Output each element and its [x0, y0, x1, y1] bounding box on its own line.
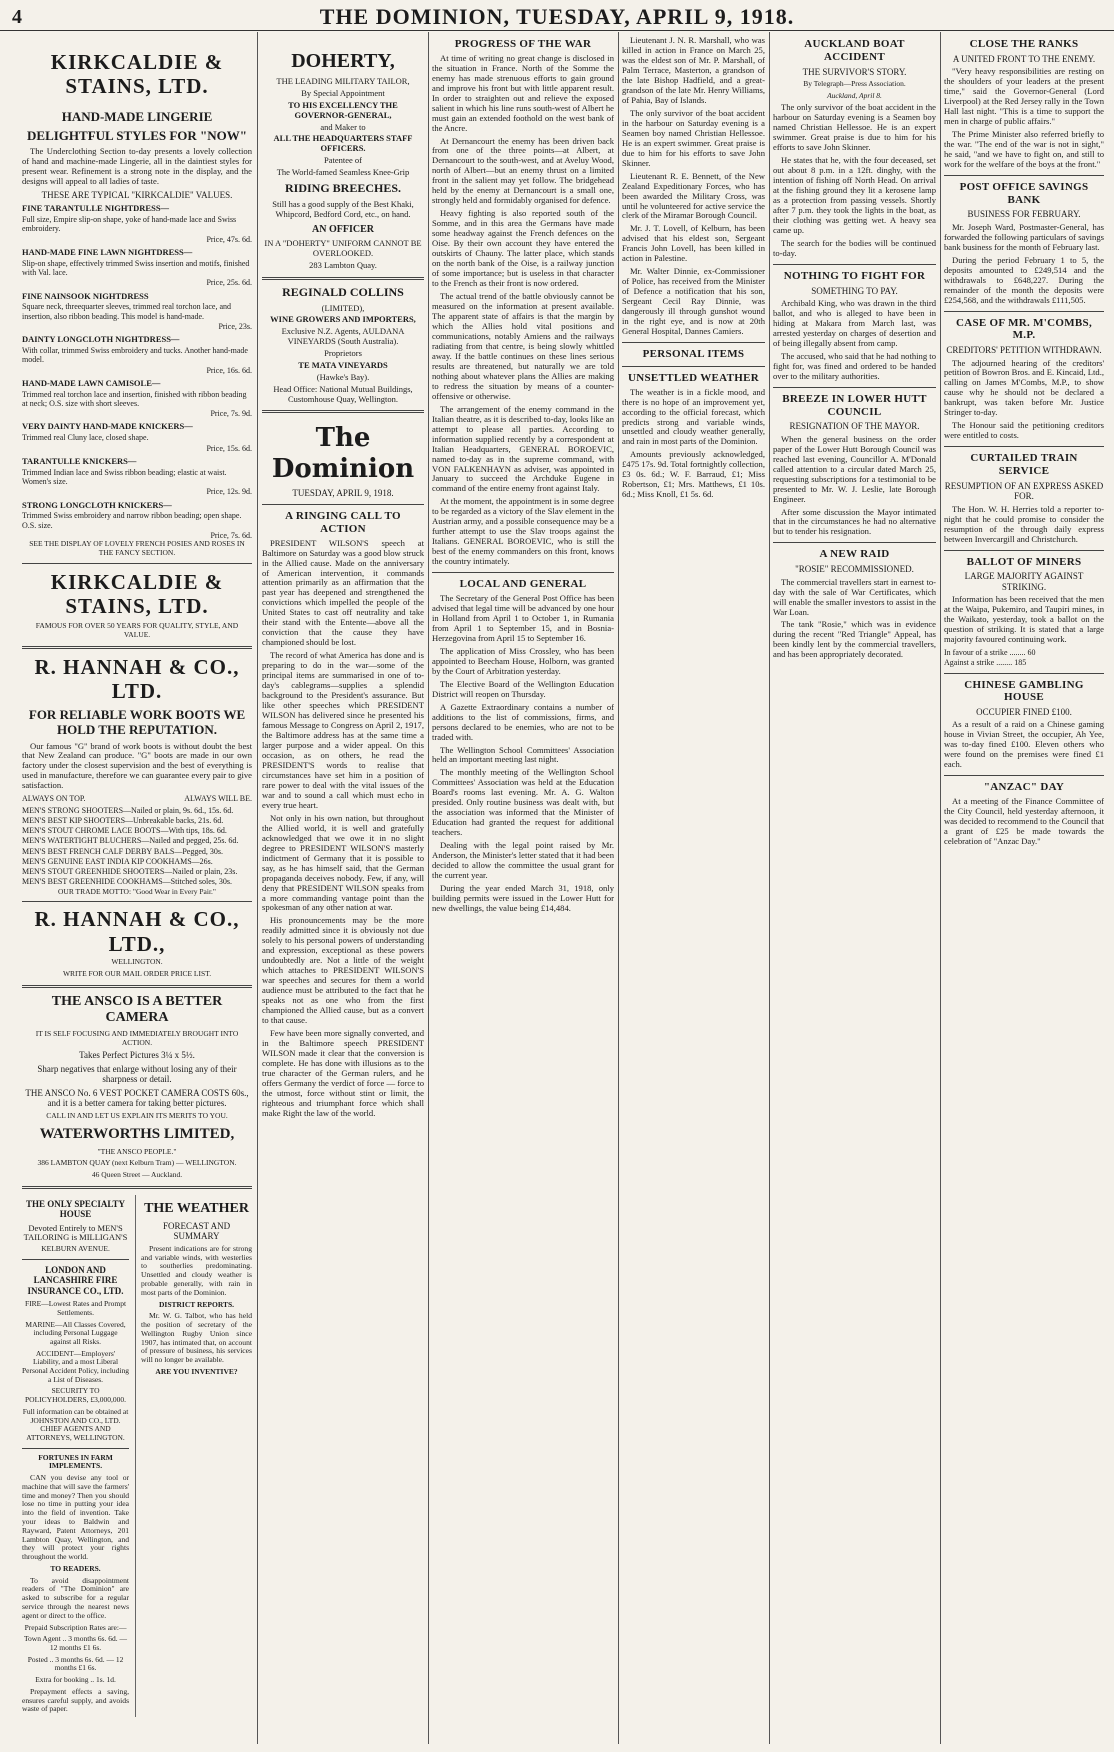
insurance-line: FIRE—Lowest Rates and Prompt Settlements. [25, 1299, 127, 1317]
article-paragraph: At a meeting of the Finance Committee of the City Council, held yesterday afternoon, it was decided to recommend to the Council that a grant of £25 be made towards the celebration of "Anzac Day." [944, 796, 1104, 846]
mccombs-subtitle: CREDITORS' PETITION WITHDRAWN. [946, 345, 1102, 356]
kirkcaldie-subtitle-2: DELIGHTFUL STYLES FOR "NOW" [27, 127, 247, 143]
waterworths-address-2: 46 Queen Street — Auckland. [91, 1170, 183, 1180]
collins-line: Exclusive N.Z. Agents, AULDANA VINEYARDS (South Australia). [281, 326, 405, 347]
kirkcaldie-title-footer: KIRKCALDIE & STAINS, LTD. [50, 569, 224, 618]
item-description: Square neck, threequarter sleeves, trimmed real torchon lace, and insertion, also ribbon beading. This model is hand-made. [22, 302, 232, 321]
item-name: STRONG LONGCLOTH KNICKERS— [22, 499, 172, 510]
lingerie-item [22, 501, 252, 541]
divider [22, 1186, 252, 1189]
train-subtitle: RESUMPTION OF AN EXPRESS ASKED FOR. [944, 480, 1104, 502]
ranks-article [944, 67, 1104, 170]
article-paragraph: Archibald King, who was drawn in the third ballot, and who is alleged to have been in hiding at Makara from March last, was arrested yesterday on charges of desertion and of being illegally absent from camp. [773, 298, 936, 348]
savings-subtitle: BUSINESS FOR FEBRUARY. [967, 209, 1081, 220]
ranks-subtitle: A UNITED FRONT TO THE ENEMY. [952, 53, 1096, 64]
ballot-row: In favour of a strike ........ 60 [944, 647, 1036, 657]
lingerie-item [22, 248, 252, 288]
ansco-title: THE ANSCO IS A BETTER CAMERA [51, 993, 223, 1025]
local-heading: LOCAL AND GENERAL [459, 578, 587, 591]
boot-item: MEN'S WATERTIGHT BLUCHERS—Nailed and pegged, 25s. 6d. [22, 836, 239, 846]
weather-forecast-text: Present indications are for strong and variable winds, with westerlies to southerlies predominating. Unsettled and cloudy weather is probable generally, with rain in most parts of the Dominion. [141, 1243, 252, 1297]
article-paragraph: Lieutenant R. E. Bennett, of the New Zealand Expeditionary Forces, who has been awarded the Military Cross, was until he volunteered for active service the clerk of the Miramar Borough Council. [622, 170, 765, 221]
doherty-line: IN A "DOHERTY" UNIFORM CANNOT BE OVERLOOKED. [264, 238, 422, 258]
raid-heading: A NEW RAID [819, 548, 890, 561]
lower-ads [22, 1195, 252, 1717]
article-paragraph: Mr. Joseph Ward, Postmaster-General, has forwarded the following particulars of savings bank business for the month of February last. [944, 221, 1104, 252]
divider [22, 646, 252, 649]
lingerie-item [22, 422, 252, 452]
doherty-line: Patentee of [324, 155, 362, 166]
london-heading: LONDON AND LANCASHIRE FIRE INSURANCE CO., LTD. [27, 1264, 124, 1296]
item-description: Trimmed Swiss embroidery and narrow ribbon beading; open shape. O.S. size. [22, 511, 242, 530]
dominion-date: TUESDAY, APRIL 9, 1918. [292, 487, 394, 498]
milligan-address: KELBURN AVENUE. [41, 1244, 110, 1254]
item-price: Price, 16s. 6d. [206, 365, 252, 375]
item-description: Full size, Empire slip-on shape, yoke of hand-made lace and Swiss embroidery. [22, 215, 237, 234]
progress-heading: PROGRESS OF THE WAR [454, 38, 592, 50]
boot-item: MEN'S STOUT CHROME LACE BOOTS—With tips, 18s. 6d. [22, 826, 227, 836]
divider [22, 563, 252, 564]
divider [432, 572, 614, 573]
dominion-nameplate: The Dominion [271, 423, 415, 484]
lower-ads-left [22, 1195, 129, 1717]
article-paragraph: The Prime Minister also referred briefly to the war. "The end of the war is not in sight," he said, "and we have to fight on, and still to work for the welfare of the boys at the front." [944, 129, 1104, 169]
divider [622, 342, 765, 343]
divider [773, 387, 936, 388]
gambling-heading: CHINESE GAMBLING HOUSE [964, 678, 1084, 704]
ansco-takes: Takes Perfect Pictures 3¼ x 5½. [79, 1050, 195, 1061]
readers-heading: TO READERS. [50, 1563, 101, 1573]
savings-heading: POST OFFICE SAVINGS BANK [959, 180, 1089, 206]
hannah-intro: Our famous "G" brand of work boots is without doubt the best that New Zealand can produce. "G" boots are made in our own factory under the closest supervision and the best of everything is used in manufacture, therefore we can guarantee every pair to give satisfaction. [22, 740, 252, 791]
hannah-write: WRITE FOR OUR MAIL ORDER PRICE LIST. [62, 968, 212, 978]
insurance-line: MARINE—All Classes Covered, including Personal Luggage against all Risks. [25, 1319, 126, 1347]
newspaper-title: THE DOMINION, TUESDAY, APRIL 9, 1918. [319, 4, 795, 29]
item-name: HAND-MADE LAWN CAMISOLE— [22, 377, 161, 388]
divider [22, 1259, 129, 1260]
column-rule [769, 32, 770, 1744]
article-paragraph: Not only in his own nation, but throughout the Allied world, it is well and gratefully acknowledged that we owe it in no slight degree to PRESIDENT WILSON'S masterly indictment of Germany that it is possible to say, as he has himself said, that the German propaganda deceives nobody. Few, if any, will deny that PRESIDENT WILSON speaks from a more commanding vantage point than the spokesman of any other nation at war. [262, 812, 424, 913]
column-personal [622, 36, 765, 1744]
item-description: Trimmed real torchon lace and insertion, finished with ribbon beading at neck; O.S. size with short sleeves. [22, 389, 247, 408]
article-paragraph: Few have been more signally converted, and in the Baltimore speech PRESIDENT WILSON made it clear that the conversion is complete. He has done with illusions as to the true character of the German rulers, and he offers Germany the verdict of force — force to the utmost, force without stint or limit, the righteous and triumphant force which shall make Right the law of the world. [262, 1028, 424, 1118]
hannah-subtitle: FOR RELIABLE WORK BOOTS WE HOLD THE REPUTATION. [28, 707, 246, 738]
article-paragraph: At Dernancourt the enemy has been driven back from one of the three points—at Albert, at Dernancourt to the south-west, and at Aveluy Wood, north of Albert—but an enemy thrust on a limited front in the salient may yet follow. The bridgehead held by the enemy at Dernancourt is a small one, strongly held and formidably organised for defence. [432, 135, 614, 206]
lingerie-item [22, 292, 252, 332]
subscription-rate: Town Agent .. 3 months 6s. 6d. — 12 months £1 6s. [24, 1634, 128, 1652]
anzac-heading: "ANZAC" DAY [983, 781, 1065, 794]
article-paragraph: Heavy fighting is also reported south of the Somme, and in this area the Germans have made some headway against the French defences on the Oise. By their own account they have entered the outskirts of Chauny. The latter place, which stands on the north bank of the Oise, is a railway junction of some importance; but is useless in that character to the French as their front is now ordered. [432, 208, 614, 289]
london-lines [22, 1300, 129, 1405]
savings-article [944, 223, 1104, 306]
article-paragraph: The adjourned hearing of the creditors' petition of Bowron Bros. and E. Kincaid, Ltd., calling on James M'Combs, M.P., to show cause why he should not be declared a bankrupt, was taken before Mr. Justice Stringer to-day. [944, 357, 1104, 418]
miners-subtitle: LARGE MAJORITY AGAINST STRIKING. [964, 571, 1084, 592]
district-reports-heading: DISTRICT REPORTS. [159, 1299, 235, 1309]
hannah-mottos [22, 794, 252, 803]
item-name: VERY DAINTY HAND-MADE KNICKERS— [22, 421, 193, 432]
boat-press: By Telegraph—Press Association. [803, 78, 906, 88]
divider [944, 175, 1104, 176]
article-paragraph: After some discussion the Mayor intimated that in the circumstances he had no alternative but to tender his resignation. [773, 506, 936, 537]
boat-article [773, 103, 936, 259]
anzac-article [944, 797, 1104, 847]
hannah-title-footer: R. HANNAH & CO., LTD., [34, 907, 240, 956]
divider [773, 264, 936, 265]
subscription-rate: Extra for booking .. 1s. 1d. [35, 1675, 116, 1685]
hannah-motto-right: ALWAYS WILL BE. [184, 794, 252, 804]
article-paragraph: He states that he, with the four deceased, set out about 8 p.m. in a 12ft. dinghy, with the intention of fishing off North Head. On arrival at the fishing ground they lit a kerosene lamp as a protection from passing vessels. Shortly after 7 p.m. they took the lights in the boat, as their clothing was getting wet. A heavy sea came up. [773, 155, 936, 235]
personal-article [622, 36, 765, 337]
boot-item: MEN'S STOUT GREENHIDE SHOOTERS—Nailed or plain, 23s. [22, 867, 238, 877]
hannah-title: R. HANNAH & CO., LTD. [34, 654, 240, 703]
article-paragraph: His pronouncements may be the more readily admitted since it is obviously not due solely to his personal powers of understanding and expression, exceptional as these powers undoubtedly are. Not a little of the weight which attaches to PRESIDENT WILSON'S war speeches and secures for them a world audience must be attributed to the fact that he speaks not as one who from the first championed the Allied cause, but as a convert to that cause. [262, 915, 424, 1026]
article-paragraph: The only survivor of the boat accident in the harbour on Saturday evening is a Seamen boy named Christian Hellessoe. He is an expert swimmer. Great praise is due to him for his efforts to save John Skinner. [622, 107, 765, 168]
article-paragraph: The actual trend of the battle obviously cannot be measured on the information at present available. The apparent state of affairs is that the margin by which the Allies hold vital positions and communications, notably Amiens and the railways radiating from that centre, is being slowly whittled away. If the battle continues on these lines serious results are threatened, but naturally we are told nothing about whatever plans the Allies are making to redress the situation by means of a counter-offensive or otherwise. [432, 291, 614, 401]
divider [22, 901, 252, 902]
divider [622, 366, 765, 367]
item-price: Price, 7s. 6d. [210, 530, 252, 540]
weather-heading: UNSETTLED WEATHER [628, 371, 759, 384]
article-paragraph: Mr. J. T. Lovell, of Kelburn, has been advised that his eldest son, Sergeant Francis John Lovell, has been killed in action in Palestine. [622, 223, 765, 264]
kirkcaldie-values-heading: THESE ARE TYPICAL "KIRKCALDIE" VALUES. [41, 189, 233, 200]
ballot-row: Against a strike ........ 185 [944, 658, 1027, 668]
waterworths-sub: "THE ANSCO PEOPLE." [97, 1146, 177, 1156]
miners-article [944, 595, 1104, 645]
weather-article [622, 388, 765, 501]
article-paragraph: During the year ended March 31, 1918, only building permits were issued in the Lower Hutt for new dwellings, the value being £14,484. [432, 883, 614, 914]
article-paragraph: The application of Miss Crossley, who has been appointed to Beecham House, Holborn, was granted by the Court of Arbitration yesterday. [432, 645, 614, 676]
lingerie-item [22, 335, 252, 375]
article-paragraph: The Hon. W. H. Herries told a reporter to-night that he could promise to consider the resumption of the through daily express between Invercargill and Christchurch. [944, 503, 1104, 544]
hannah-motto-left: ALWAYS ON TOP. [22, 794, 86, 804]
prepaid-note: Prepayment effects a saving, ensures careful supply, and avoids waste of paper. [22, 1686, 130, 1714]
column-war-local [432, 36, 614, 1744]
collins-line: TE MATA VINEYARDS [298, 359, 388, 370]
hannah-trademark: OUR TRADE MOTTO: "Good Wear in Every Pair." [57, 886, 216, 896]
article-paragraph: During the period February 1 to 5, the deposits amounted to £249,514 and the withdrawals to £648,227. During the remainder of the month the deposits were £254,568, and the withdrawals £111,505. [944, 254, 1104, 305]
progress-article [432, 54, 614, 567]
column-rule [428, 32, 429, 1744]
collins-line: (LIMITED), [321, 302, 365, 313]
milligan-heading: THE ONLY SPECIALTY HOUSE [26, 1198, 126, 1220]
ansco-no6: THE ANSCO No. 6 VEST POCKET CAMERA COSTS 60s., and it is a better camera for taking better pictures. [25, 1087, 249, 1109]
gambling-subtitle: OCCUPIER FINED £100. [976, 707, 1072, 717]
kirkcaldie-subtitle: HAND-MADE LINGERIE [61, 108, 213, 124]
boot-item: MEN'S GENUINE EAST INDIA KIP COOKHAMS—26s. [22, 856, 213, 866]
ansco-call: CALL IN AND LET US EXPLAIN ITS MERITS TO YOU. [46, 1110, 228, 1120]
article-paragraph: Amounts previously acknowledged, £475 17s. 9d. Total fortnightly collection, £3 0s. 6d.; W. F. Barraud, £1; Miss Robertson, £1; Mrs. Matthews, £1 10s. 6d.; Miss Knoll, £1 5s. 6d. [622, 449, 765, 500]
article-paragraph: At the moment, the appointment is in some degree to be regarded as a victory of the Slav element in the Austrian army, and a possible consequence may be a further attempt to use the Slav troops against the Italians. GENERAL BOROEVIC, who is still the best of the enemy commanders on this front, knows the country intimately. [432, 496, 614, 567]
column-advertisements [22, 36, 252, 1744]
insurance-line: SECURITY TO POLICYHOLDERS, £3,000,000. [25, 1386, 127, 1405]
wellington-text: The Wellington School Committees' Association held an important meeting last night. [432, 744, 614, 765]
kirkcaldie-famous: FAMOUS FOR OVER 50 YEARS FOR QUALITY, STYLE, AND VALUE. [35, 621, 239, 639]
item-description: Slip-on shape, effectively trimmed Swiss insertion and motifs, finished with Val. lace. [22, 258, 250, 277]
miners-heading: BALLOT OF MINERS [966, 555, 1082, 568]
readers-text: To avoid disappointment readers of "The Dominion" are asked to subscribe for a regular service through the nearest news agent or direct to the office. [22, 1575, 130, 1620]
article-paragraph: The commercial travellers start in earnest to-day with the sale of War Certificates, which will enable the smaller investors to assist in the War Loan. [773, 576, 936, 617]
item-description: Trimmed Indian lace and Swiss ribbon beading; elastic at waist. Women's size. [22, 467, 227, 486]
column-doherty-editorial [262, 36, 424, 1744]
ranks-heading: CLOSE THE RANKS [969, 38, 1079, 50]
gambling-article [944, 720, 1104, 770]
lingerie-item [22, 379, 252, 419]
district-reports-text: Mr. W. G. Talbot, who has held the position of secretary of the Wellington Rugby Union since 1907, has intimated that, on account of pressure of business, his services will no longer be available. [141, 1311, 252, 1365]
divider [773, 542, 936, 543]
nothing-subtitle: SOMETHING TO PAY. [811, 285, 898, 296]
item-name: HAND-MADE FINE LAWN NIGHTDRESS— [22, 246, 193, 257]
article-paragraph: The monthly meeting of the Wellington School Committees' Association was held at the Education Board's rooms last evening. Mr. A. G. Walton presided. Only routine business was dealt with, but the association was informed that the Minister of Education had granted the request for additional teachers. [432, 767, 614, 838]
article-paragraph: The Secretary of the General Post Office has been advised that legal time will be advanced by one hour in Holland from April 1 to October 1, in Rumania from April 1 to September 15, and in Bosnia-Herzegovina from April 15 to September 16. [432, 592, 614, 643]
doherty-line: TO HIS EXCELLENCY THE GOVERNOR-GENERAL, [288, 99, 398, 120]
divider [22, 1448, 129, 1449]
item-price: Price, 25s. 6d. [206, 278, 252, 288]
ringing-heading: A RINGING CALL TO ACTION [285, 510, 401, 535]
divider [944, 673, 1104, 674]
item-price: Price, 12s. 9d. [206, 487, 252, 497]
collins-line: (Hawke's Bay). [316, 371, 370, 382]
article-paragraph: Mr. Walter Dinnie, ex-Commissioner of Police, has received from the Minister of Defence a notification that his son, Sergeant Cecil Ray Dinnie, was dangerously ill through gunshot wound in the right eye, and is now at 20th General Hospital, Dannes Camiers. [622, 266, 765, 337]
collins-line: Head Office: National Mutual Buildings, Customhouse Quay, Wellington. [273, 383, 413, 404]
divider [22, 985, 252, 988]
kirkcaldie-intro: The Underclothing Section to-day presents a lovely collection of hand and machine-made Lingerie, all in the daintiest styles for present wear. Refinement is a strong note in the display, and the designs will appeal to all ladies of taste. [22, 145, 252, 186]
article-paragraph: The arrangement of the enemy command in the Italian theatre, as it is described to-day, looks like an attempt to please all parties. According to information supplied recently by a correspondent at Italian Headquarters, GENERAL BOROEVIC, named to-day as in the supreme command, with VON FALKENHAYN as adviser, was appointed in January to succeed the Archduke Eugene in command of the entire enemy front against Italy. [432, 403, 614, 494]
article-paragraph: The search for the bodies will be continued to-day. [773, 237, 936, 258]
divider [262, 504, 424, 505]
weather-forecast-title: THE WEATHER [144, 1200, 249, 1216]
fortunes-heading: FORTUNES IN FARM IMPLEMENTS. [38, 1452, 113, 1471]
article-paragraph: "Very heavy responsibilities are resting on the shoulders of your leaders at the present time," said the Governor-General (Lord Liverpool) at the Red Jersey rally in the Town Hall last night. "This is a time to support the men in charge of public affairs." [944, 66, 1104, 127]
divider [944, 311, 1104, 312]
waterworths-address-1: 386 LAMBTON QUAY (next Kelburn Tram) — WELLINGTON. [37, 1158, 237, 1168]
lingerie-item [22, 457, 252, 497]
prepaid-rows [22, 1635, 129, 1684]
kirkcaldie-item-list [22, 204, 252, 540]
collins-line: WINE GROWERS AND IMPORTERS, [270, 314, 416, 325]
article-paragraph: The tank "Rosie," which was in evidence during the recent "Red Triangle" Appeal, has been kindly lent by the commercial travellers, and has been appropriately decorated. [773, 619, 936, 660]
column-news [773, 36, 936, 1744]
insurance-line: ACCIDENT—Employers' Liability, and a most Liberal Personal Accident Policy, including a List of Diseases. [22, 1348, 130, 1384]
doherty-line: THE LEADING MILITARY TAILOR, [276, 76, 410, 87]
article-paragraph: The record of what America has done and is preparing to do in the war—some of the principal items are summarised in one of to-day's cablegrams—supplies a splendid background to the President's assurance. But like other speeches which PRESIDENT WILSON has delivered since he presented his famous Message to Congress on April 2, 1917, the Baltimore address has at the same time a larger purpose and a wider appeal. On this occasion, as on others, he read the PRESIDENT'S words to realise that circumstances have set him in a position of rare power to deal with the vital issues of the war and to sound a call which must echo in every true heart. [262, 650, 424, 810]
ansco-subtitle: IT IS SELF FOCUSING AND IMMEDIATELY BROUGHT INTO ACTION. [35, 1029, 239, 1047]
item-description: With collar, trimmed Swiss embroidery and tucks. Another hand-made model. [22, 346, 248, 365]
item-name: DAINTY LONGCLOTH NIGHTDRESS— [22, 334, 180, 345]
mccombs-heading: CASE OF MR. M'COMBS, M.P. [955, 316, 1093, 342]
prepaid-heading: Prepaid Subscription Rates are:— [24, 1622, 127, 1632]
article-paragraph: When the general business on the order paper of the Lower Hutt Borough Council was reached last evening, Councillor A. M'Donald called attention to a circular dated March 25, requesting subscriptions for a testimonial to be presented to Mr. W. J. Leslie, late Borough Engineer. [773, 433, 936, 504]
boat-dateline: Auckland, April 8. [827, 90, 882, 100]
breeze-subtitle: RESIGNATION OF THE MAYOR. [789, 421, 920, 432]
item-price: Price, 47s. 6d. [206, 234, 252, 244]
doherty-line: The World-famed Seamless Knee-Grip [276, 167, 410, 178]
column-briefs [944, 36, 1104, 1744]
doherty-line: ALL THE HEADQUARTERS STAFF OFFICERS. [273, 133, 413, 154]
breeze-heading: BREEZE IN LOWER HUTT COUNCIL [782, 392, 927, 418]
local-article [432, 594, 614, 700]
nothing-article [773, 299, 936, 382]
kirkcaldie-display-note: SEE THE DISPLAY OF LOVELY FRENCH POSIES AND ROSES IN THE FANCY SECTION. [29, 539, 245, 557]
ansco-sharp: Sharp negatives that enlarge without losing any of their sharpness or detail. [37, 1063, 237, 1085]
train-heading: CURTAILED TRAIN SERVICE [970, 452, 1078, 477]
boot-item: MEN'S BEST FRENCH CALF DERBY BALS—Pegged, 30s. [22, 846, 224, 856]
personal-heading: PERSONAL ITEMS [642, 348, 745, 361]
item-name: FINE TARANTULLE NIGHTDRESS— [22, 203, 170, 214]
article-paragraph: The accused, who said that he had nothing to fight for, was fined and ordered to be handed over to the military authorities. [773, 350, 936, 381]
article-paragraph: Information has been received that the men at the Waipa, Pukemiro, and Taupiri mines, in the Waikato, yesterday, took a ballot on the question of striking. It is stated that a large majority favoured continuing work. [944, 594, 1104, 644]
doherty-breeches: RIDING BREECHES. [284, 180, 402, 195]
item-price: Price, 15s. 6d. [206, 443, 252, 453]
masthead [0, 0, 1114, 31]
subscription-rate: Posted .. 3 months 6s. 6d. — 12 months £1 6s. [27, 1654, 124, 1673]
fortunes-text: CAN you devise any tool or machine that will save the farmers' time and money? Then you should lose no time in putting your idea into the field of invention. Take your ideas to Baldwin and Rayward, Patent Attorneys, 201 Lambton Quay, Wellington, and they will protect your rights throughout the world. [22, 1472, 130, 1562]
are-you-inventive: ARE YOU INVENTIVE? [155, 1367, 238, 1377]
boat-heading: AUCKLAND BOAT ACCIDENT [804, 38, 905, 63]
lingerie-item [22, 204, 252, 244]
item-name: TARANTULLE KNICKERS— [22, 455, 137, 466]
boot-item: MEN'S BEST GREENHIDE COOKHAMS—Stitched soles, 30s. [22, 877, 232, 887]
article-paragraph: At time of writing no great change is disclosed in the situation in France. North of the Somme the enemy has made strenuous efforts to gain ground and improve his front but with little apparent result. In order to straighten out and relieve the exposed salient in which his line runs south-west of Albert he must gain an extended foothold on the west bank of the Ancre. [432, 52, 614, 133]
divider [944, 446, 1104, 447]
ringing-article [262, 539, 424, 1119]
doherty-officer: AN OFFICER [312, 223, 374, 235]
divider [944, 550, 1104, 551]
gazette-text: A Gazette Extraordinary contains a number of additions to the list of commissions, firms, and persons declared to be enemies, who are not to be traded with. [432, 701, 614, 742]
item-price: Price, 7s. 9d. [210, 409, 252, 419]
milligan-sub: Devoted Entirely to MEN'S TAILORING is MILLIGAN'S [23, 1222, 128, 1243]
article-paragraph: The Honour said the petitioning creditors were entitled to costs. [944, 420, 1104, 441]
article-paragraph: Lieutenant J. N. R. Marshall, who was killed in action in France on March 25, was the eldest son of Mr. P. Marshall, of Palm Terrace, Masterton, a grandson of the late Bishop Hadfield, and a great-grandson of the late Mr. Henry Williams, of Pahia, Bay of Islands. [622, 36, 765, 105]
boot-item: MEN'S STRONG SHOOTERS—Nailed or plain, 9s. 6d., 15s. 6d. [22, 805, 234, 815]
hannah-city: WELLINGTON. [111, 957, 163, 967]
train-article [944, 505, 1104, 545]
divider [262, 410, 424, 413]
column-rule [940, 32, 941, 1744]
collins-line: Proprietors [324, 348, 362, 359]
column-rule [618, 32, 619, 1744]
item-description: Trimmed real Cluny lace, closed shape. [22, 433, 149, 443]
doherty-line: Still has a good supply of the Best Khaki, Whipcord, Bedford Cord, etc., on hand. [272, 198, 414, 219]
article-paragraph: PRESIDENT WILSON'S speech at Baltimore on Saturday was a good blow struck in the Allied cause. Made on the anniversary of American intervention, it commands attention primarily as an affirmation that the past year has deepened and strengthened the convictions which impelled the people of the United States to cast off neutrality and take their stand with the Entente—above all the conviction that the cause they have championed should be lost. [262, 537, 424, 648]
item-price: Price, 23s. [218, 321, 252, 331]
article-paragraph: The Elective Board of the Wellington Education District will reopen on Thursday. [432, 678, 614, 699]
divider [262, 277, 424, 280]
doherty-name: DOHERTY, [291, 50, 395, 72]
item-name: FINE NAINSOOK NIGHTDRESS [22, 290, 149, 301]
collins-name: REGINALD COLLINS [282, 284, 404, 299]
mccombs-article [944, 359, 1104, 442]
doherty-line: By Special Appointment [301, 88, 385, 99]
page-number: 4 [12, 6, 22, 28]
weather-forecast-box [135, 1195, 252, 1717]
waterworths-title: WATERWORTHS LIMITED, [39, 1126, 235, 1143]
hannah-item-list [22, 806, 252, 887]
raid-subtitle: "ROSIE" RECOMMISSIONED. [795, 564, 914, 575]
weather-forecast-subtitle: FORECAST AND SUMMARY [162, 1220, 231, 1242]
raid-article [773, 578, 936, 661]
article-paragraph: Dealing with the legal point raised by Mr. Anderson, the Minister's letter stated that it had been decided to allow the committee the usual grant for the current year. [432, 840, 614, 881]
boat-subtitle: THE SURVIVOR'S STORY. [802, 66, 907, 77]
ballot-results [944, 648, 1104, 668]
boot-item: MEN'S BEST KIP SHOOTERS—Unbreakable backs, 21s. 6d. [22, 815, 224, 825]
breeze-article [773, 435, 936, 538]
london-info: Full information can be obtained at JOHNSTON AND CO., LTD. CHIEF AGENTS AND ATTORNEYS, WELLINGTON. [22, 1406, 129, 1442]
divider [944, 775, 1104, 776]
wellington-article [432, 768, 614, 914]
article-paragraph: The only survivor of the boat accident in the harbour on Saturday evening is a Seamen boy named Christian Hellessoe. He is an expert swimmer. Great praise is due to him for his efforts to save John Skinner. [773, 102, 936, 153]
nothing-heading: NOTHING TO FIGHT FOR [783, 269, 926, 282]
doherty-address: 283 Lambton Quay. [309, 259, 377, 270]
column-rule [257, 32, 258, 1744]
kirkcaldie-title: KIRKCALDIE & STAINS, LTD. [50, 50, 224, 99]
article-paragraph: The weather is in a fickle mood, and there is no hope of an improvement yet, according to the official forecast, which predicts strong and variable winds, unsettled and cloudy weather generally, and rain in most parts of the Dominion. [622, 386, 765, 447]
doherty-line: and Maker to [320, 121, 366, 132]
article-paragraph: As a result of a raid on a Chinese gaming house in Vivian Street, the occupier, Ah Yee, was to-day fined £100. Eleven others who were found on the premises were fined £1 each. [944, 719, 1104, 770]
